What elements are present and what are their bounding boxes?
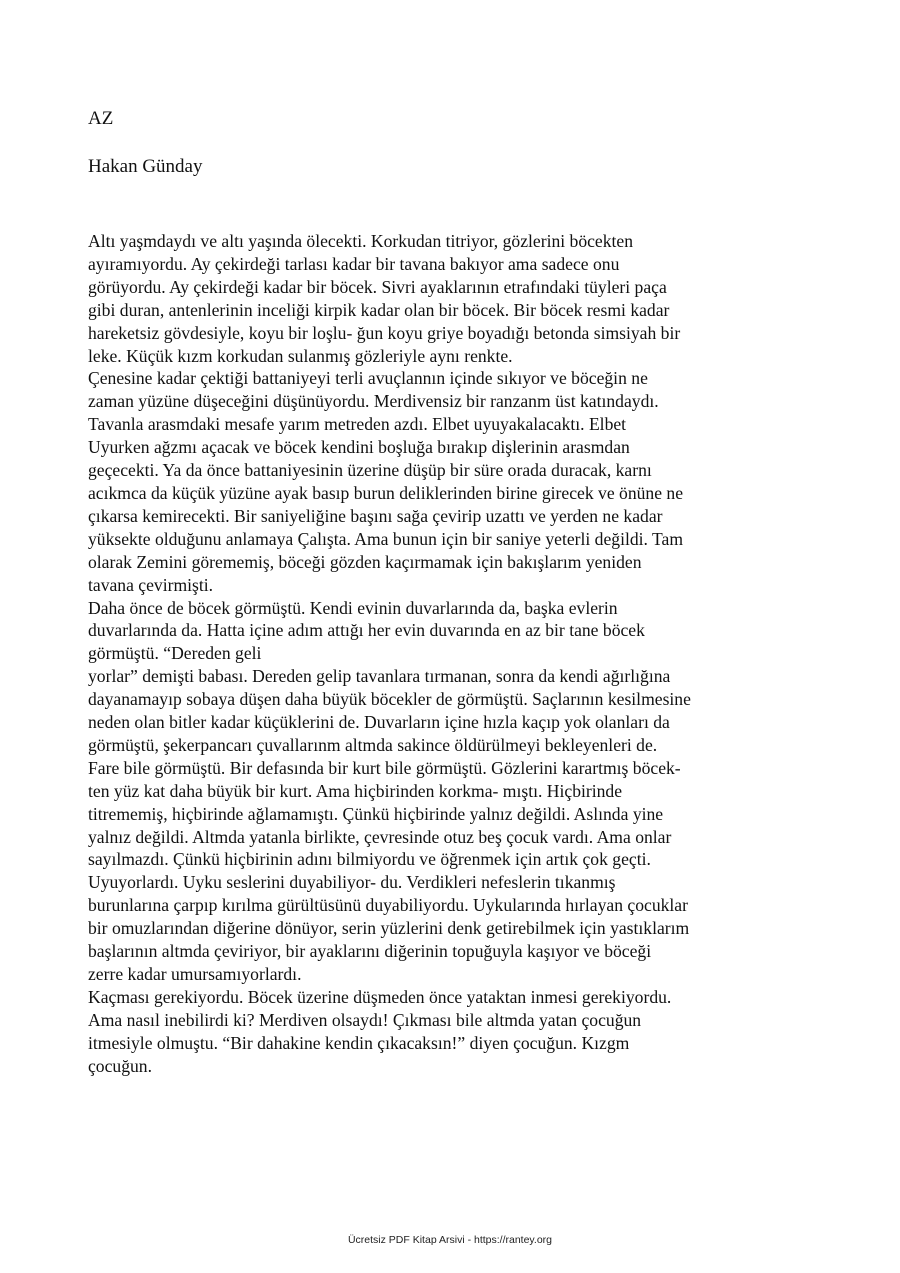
text-line: duvarlarında da. Hatta içine adım attığı her evin duvarında en az bir tane böcek <box>88 620 645 641</box>
text-line: sayılmazdı. Çünkü hiçbirinin adını bilmiyordu ve öğrenmek için artık çok geçti. <box>88 849 651 870</box>
text-line: burunlarına çarpıp kırılma gürültüsünü duyabiliyordu. Uykularında hırlayan çocuklar <box>88 895 688 916</box>
text-line: Daha önce de böcek görmüştü. Kendi evinin duvarlarında da, başka evlerin <box>88 597 618 618</box>
text-line: Çenesine kadar çektiği battaniyeyi terli avuçlannın içinde sıkıyor ve böceğin ne <box>88 368 648 389</box>
text-line: Altı yaşmdaydı ve altı yaşında ölecekti. Korkudan titriyor, gözlerini böcekten <box>88 231 634 251</box>
text-line: görmüştü. “Dereden geli <box>88 643 262 664</box>
text-line: ten yüz kat daha büyük bir kurt. Ama hiçbirinden korkma- mıştı. Hiçbirinde <box>88 780 623 801</box>
text-line: yüksekte olduğunu anlamaya Çalışta. Ama bunun için bir saniye yeterli değildi. Tam <box>88 528 684 549</box>
document-title: AZ <box>88 108 114 129</box>
body-text <box>88 230 828 1078</box>
text-line: olarak Zemini görememiş, böceği gözden kaçırmamak için bakışlarım yeniden <box>88 551 642 572</box>
text-line: çıkarsa kemirecekti. Bir saniyeliğine başını sağa çevirip uzattı ve yerden ne kadar <box>88 505 663 526</box>
text-line: Fare bile görmüştü. Bir defasında bir kurt bile görmüştü. Gözlerini karartmış böcek- <box>88 757 681 778</box>
text-line: hareketsiz gövdesiyle, koyu bir loşlu- ğun koyu griye boyadığı betonda simsiyah bir <box>88 322 681 343</box>
document-author: Hakan Günday <box>88 156 203 177</box>
text-line: Ama nasıl inebilirdi ki? Merdiven olsaydı! Çıkması bile altmda yatan çocuğun <box>88 1009 642 1030</box>
text-line: görüyordu. Ay çekirdeği kadar bir böcek. Sivri ayaklarının etrafındaki tüyleri paça <box>88 276 667 297</box>
text-line: yorlar” demişti babası. Dereden gelip tavanlara tırmanan, sonra da kendi ağırlığına <box>88 666 671 687</box>
text-line: gibi duran, antenlerinin inceliği kirpik kadar olan bir böcek. Bir böcek resmi kadar <box>88 299 670 320</box>
text-line: zaman yüzüne düşeceğini düşünüyordu. Merdivensiz bir ranzanm üst katındaydı. <box>88 391 659 412</box>
text-line: çocuğun. <box>88 1055 153 1076</box>
text-line: neden olan bitler kadar küçüklerini de. Duvarların içine hızla kaçıp yok olanları da <box>88 712 670 733</box>
text-line: dayanamayıp sobaya düşen daha büyük böcekler de görmüştü. Saçlarının kesilmesine <box>88 689 691 710</box>
text-line: geçecekti. Ya da önce battaniyesinin üzerine düşüp bir süre orada duracak, karnı <box>88 460 652 481</box>
text-line: itmesiyle olmuştu. “Bir dahakine kendin çıkacaksın!” diyen çocuğun. Kızgm <box>88 1032 630 1053</box>
text-line: ayıramıyordu. Ay çekirdeği tarlası kadar bir tavana bakıyor ama sadece onu <box>88 253 620 274</box>
text-line: Kaçması gerekiyordu. Böcek üzerine düşmeden önce yataktan inmesi gerekiyordu. <box>88 986 672 1007</box>
text-line: yalnız değildi. Altmda yatanla birlikte, çevresinde otuz beş çocuk vardı. Ama onlar <box>88 826 672 847</box>
text-line: tavana çevirmişti. <box>88 574 214 595</box>
text-line: titrememiş, hiçbirinde ağlamamıştı. Çünkü hiçbirinde yalnız değildi. Aslında yine <box>88 803 664 824</box>
text-line: leke. Küçük kızm korkudan sulanmış gözleriyle aynı renkte. <box>88 345 513 366</box>
text-line: başlarının altmda çeviriyor, bir ayaklarını diğerinin topuğuyla kaşıyor ve böceği <box>88 941 652 962</box>
text-line: bir omuzlarından diğerine dönüyor, serin yüzlerini denk getirebilmek için yastıklarım <box>88 918 690 939</box>
text-line: acıkmca da küçük yüzüne ayak basıp burun deliklerinden birine girecek ve önüne ne <box>88 482 684 503</box>
page-footer: Ücretsiz PDF Kitap Arsivi - https://rantey.org <box>347 1234 553 1246</box>
text-line: zerre kadar umursamıyorlardı. <box>88 964 302 984</box>
text-line: Uyurken ağzmı açacak ve böcek kendini boşluğa bırakıp dişlerinin arasmdan <box>88 437 630 458</box>
text-line: Uyuyorlardı. Uyku seslerini duyabiliyor- du. Verdikleri nefeslerin tıkanmış <box>88 872 616 893</box>
text-line: Tavanla arasmdaki mesafe yarım metreden azdı. Elbet uyuyakalacaktı. Elbet <box>88 414 627 435</box>
text-line: görmüştü, şekerpancarı çuvallarınm altmda sakince öldürülmeyi bekleyenleri de. <box>88 734 658 755</box>
